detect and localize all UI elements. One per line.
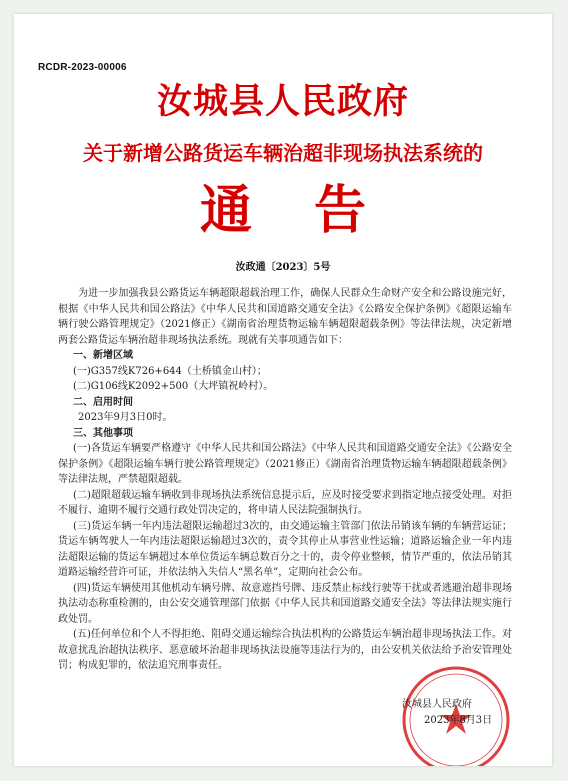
- section-heading: 三、其他事项: [73, 427, 133, 439]
- list-item: (二)G106线K2092+500（大坪镇祝岭村）。: [73, 381, 274, 392]
- document-number: 汝政通〔2023〕5号: [235, 262, 331, 273]
- list-item: (二)超限超载运输车辆收到非现场执法系统信息提示后，应及时接受要求到指定地点接受处理。对拒不履行、逾期不履行交通行政处罚决定的，将申请人民法院强制执行。: [58, 489, 512, 516]
- list-item: (五)任何单位和个人不得拒绝、阻碍交通运输综合执法机构的公路货运车辆治超非现场执法工作。对故意扰乱治超执法秩序、恶意破坏治超非现场执法设施等违法行为的，由公安机关依法给予治安管理处罚；构成犯罪的，依法追究刑事责任。: [58, 629, 512, 671]
- section-heading: 一、新增区域: [73, 350, 133, 361]
- document-page: [14, 14, 552, 766]
- notice-subject: 关于新增公路货运车辆治超非现场执法系统的: [83, 141, 483, 165]
- section-heading: 二、启用时间: [73, 396, 133, 408]
- intro-paragraph: 为进一步加强我县公路货运车辆超限超载治理工作，确保人民群众生命财产安全和公路设施完好，根据《中华人民共和国公路法》《中华人民共和国道路交通安全法》《公路安全保护条例》《超限运输车辆行驶公路管理规定》（2021修正）《湖南省治理货物运输车辆超限超载条例》等法律法规，决定新增两套公路货运车辆治超非现场执法系统。现就有关事项通告如下：: [58, 288, 512, 346]
- issuer-title: 汝城县人民政府: [156, 81, 409, 122]
- signature-date: 2023年8月3日: [424, 715, 493, 726]
- start-time: 2023年9月3日0时。: [78, 412, 173, 423]
- document-id: RCDR-2023-00006: [38, 62, 127, 73]
- list-item: (四)货运车辆使用其他机动车辆号牌、故意遮挡号牌、违反禁止标线行驶等干扰或者逃避治超非现场执法动态称重检测的，由公安交通管理部门依据《中华人民共和国道路交通安全法》等法律法规实施行政处罚。: [58, 582, 512, 625]
- list-item: (一)各货运车辆要严格遵守《中华人民共和国公路法》《中华人民共和国道路交通安全法》《公路安全保护条例》《超限运输车辆行驶公路管理规定》（2021修正）《湖南省治理货物运输车辆超限超载条例》等法律法规，严禁超限超载。: [58, 443, 512, 485]
- notice-body: [58, 286, 512, 674]
- list-item: (一)G357线K726+644（土桥镇金山村）；: [73, 365, 267, 377]
- document-type: 通告: [199, 180, 428, 241]
- signature-block: [402, 697, 492, 729]
- list-item: (三)货运车辆一年内违法超限运输超过3次的，由交通运输主管部门依法吊销该车辆的车辆营运证；货运车辆驾驶人一年内违法超限运输超过3次的，责令其停止从事营业性运输；道路运输企业一年内违法超限运输的货运车辆超过本单位货运车辆总数百分之十的，责令停业整顿，情节严重的，依法吊销其道路运输经营许可证，并依法纳入失信人“黑名单”，定期向社会公布。: [58, 520, 512, 578]
- signature-org: 汝城县人民政府: [402, 699, 472, 710]
